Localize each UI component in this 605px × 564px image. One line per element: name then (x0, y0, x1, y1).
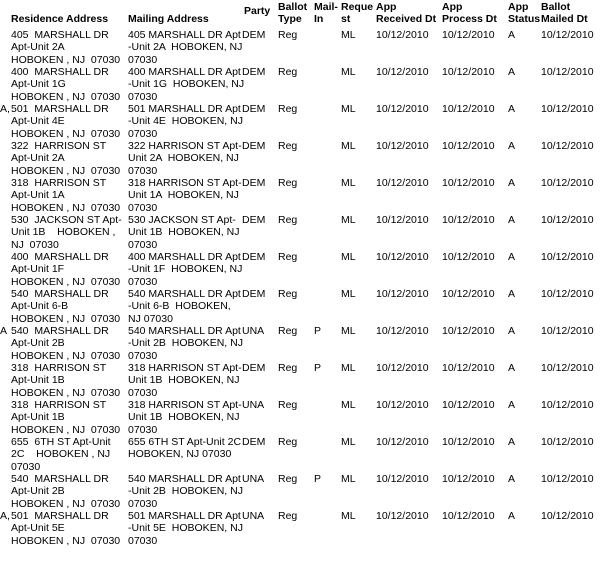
party-cell: UNA (242, 473, 265, 485)
header-party: Party (244, 5, 271, 17)
ballot-mailed-dt-cell: 10/12/2010 (541, 325, 594, 337)
app-process-dt-cell: 10/12/2010 (442, 362, 495, 374)
ballot-mailed-dt-cell: 10/12/2010 (541, 399, 594, 411)
party-cell: DEM (242, 288, 266, 300)
header-request: Reque st (341, 1, 374, 25)
request-cell: ML (341, 510, 356, 522)
app-process-dt-cell: 10/12/2010 (442, 325, 495, 337)
party-cell: DEM (242, 177, 266, 189)
app-status-cell: A (508, 436, 516, 448)
request-cell: ML (341, 288, 356, 300)
ballot-mailed-dt-cell: 10/12/2010 (541, 510, 594, 522)
party-cell: DEM (242, 103, 266, 115)
table-row (0, 177, 605, 214)
table-row (0, 362, 605, 399)
ballot-type-cell: Reg (278, 362, 298, 374)
app-process-dt-cell: 10/12/2010 (442, 66, 495, 78)
app-received-dt-cell: 10/12/2010 (376, 436, 429, 448)
party-cell: DEM (242, 66, 266, 78)
party-cell: DEM (242, 251, 266, 263)
header-ballot-mailed-dt: Ballot Mailed Dt (541, 1, 588, 25)
ballot-mailed-dt-cell: 10/12/2010 (541, 29, 594, 41)
app-status-cell: A (508, 177, 516, 189)
app-received-dt-cell: 10/12/2010 (376, 177, 429, 189)
ballot-type-cell: Reg (278, 140, 298, 152)
header-app-received-dt: App Received Dt (376, 1, 437, 25)
row-lead-mark: A, (0, 103, 10, 115)
ballot-mailed-dt-cell: 10/12/2010 (541, 140, 594, 152)
mailing-address-cell: 501 MARSHALL DR Apt -Unit 4E HOBOKEN, NJ 07030 (128, 103, 243, 140)
mailing-address-cell: 322 HARRISON ST Apt- Unit 2A HOBOKEN, NJ 07030 (128, 140, 242, 177)
party-cell: DEM (242, 362, 266, 374)
residence-address-cell: 322 HARRISON ST Apt-Unit 2A HOBOKEN , NJ 07030 (11, 140, 121, 177)
header-app-process-dt: App Process Dt (442, 1, 497, 25)
table-row (0, 251, 605, 288)
party-cell: DEM (242, 436, 266, 448)
residence-address-cell: 400 MARSHALL DR Apt-Unit 1F HOBOKEN , NJ 07030 (11, 251, 121, 288)
mailing-address-cell: 318 HARRISON ST Apt- Unit 1B HOBOKEN, NJ 07030 (128, 399, 242, 436)
app-received-dt-cell: 10/12/2010 (376, 473, 429, 485)
ballot-type-cell: Reg (278, 399, 298, 411)
table-row (0, 288, 605, 325)
table-row (0, 473, 605, 510)
header-mail-in: Mail- In (314, 1, 338, 25)
table-row (0, 436, 605, 473)
ballot-type-cell: Reg (278, 66, 298, 78)
request-cell: ML (341, 325, 356, 337)
request-cell: ML (341, 436, 356, 448)
row-lead-mark: A (0, 325, 8, 337)
mailing-address-cell: 400 MARSHALL DR Apt -Unit 1F HOBOKEN, NJ 07030 (128, 251, 243, 288)
request-cell: ML (341, 103, 356, 115)
ballot-mailed-dt-cell: 10/12/2010 (541, 436, 594, 448)
ballot-type-cell: Reg (278, 510, 298, 522)
mailing-address-cell: 540 MARSHALL DR Apt -Unit 6-B HOBOKEN, NJ 07030 (128, 288, 241, 325)
app-received-dt-cell: 10/12/2010 (376, 140, 429, 152)
app-process-dt-cell: 10/12/2010 (442, 436, 495, 448)
app-status-cell: A (508, 510, 516, 522)
app-status-cell: A (508, 140, 516, 152)
mailing-address-cell: 501 MARSHALL DR Apt -Unit 5E HOBOKEN, NJ 07030 (128, 510, 243, 547)
ballot-type-cell: Reg (278, 325, 298, 337)
app-status-cell: A (508, 103, 516, 115)
residence-address-cell: 540 MARSHALL DR Apt-Unit 2B HOBOKEN , NJ 07030 (11, 473, 121, 510)
mailing-address-cell: 540 MARSHALL DR Apt -Unit 2B HOBOKEN, NJ 07030 (128, 325, 243, 362)
residence-address-cell: 655 6TH ST Apt-Unit 2C HOBOKEN , NJ 07030 (11, 436, 111, 473)
app-process-dt-cell: 10/12/2010 (442, 399, 495, 411)
app-process-dt-cell: 10/12/2010 (442, 510, 495, 522)
ballot-mailed-dt-cell: 10/12/2010 (541, 214, 594, 226)
header-ballot-type: Ballot Type (278, 1, 308, 25)
ballot-mailed-dt-cell: 10/12/2010 (541, 177, 594, 189)
request-cell: ML (341, 177, 356, 189)
app-received-dt-cell: 10/12/2010 (376, 103, 429, 115)
app-process-dt-cell: 10/12/2010 (442, 29, 495, 41)
app-process-dt-cell: 10/12/2010 (442, 177, 495, 189)
app-received-dt-cell: 10/12/2010 (376, 510, 429, 522)
app-received-dt-cell: 10/12/2010 (376, 66, 429, 78)
party-cell: UNA (242, 399, 265, 411)
ballot-mailed-dt-cell: 10/12/2010 (541, 362, 594, 374)
header-residence-address: Residence Address (11, 13, 109, 25)
ballot-type-cell: Reg (278, 177, 298, 189)
ballot-type-cell: Reg (278, 251, 298, 263)
mailing-address-cell: 405 MARSHALL DR Apt -Unit 2A HOBOKEN, NJ 07030 (128, 29, 243, 66)
residence-address-cell: 318 HARRISON ST Apt-Unit 1B HOBOKEN , NJ 07030 (11, 399, 121, 436)
residence-address-cell: 501 MARSHALL DR Apt-Unit 5E HOBOKEN , NJ 07030 (11, 510, 121, 547)
request-cell: ML (341, 29, 356, 41)
app-status-cell: A (508, 29, 516, 41)
app-status-cell: A (508, 399, 516, 411)
app-received-dt-cell: 10/12/2010 (376, 29, 429, 41)
request-cell: ML (341, 214, 356, 226)
app-status-cell: A (508, 362, 516, 374)
mail-in-cell: P (314, 325, 322, 337)
table-row (0, 103, 605, 140)
app-status-cell: A (508, 214, 516, 226)
table-row (0, 214, 605, 251)
residence-address-cell: 405 MARSHALL DR Apt-Unit 2A HOBOKEN , NJ 07030 (11, 29, 121, 66)
app-process-dt-cell: 10/12/2010 (442, 103, 495, 115)
party-cell: UNA (242, 325, 265, 337)
ballot-mailed-dt-cell: 10/12/2010 (541, 288, 594, 300)
app-received-dt-cell: 10/12/2010 (376, 399, 429, 411)
residence-address-cell: 540 MARSHALL DR Apt-Unit 2B HOBOKEN , NJ 07030 (11, 325, 121, 362)
app-received-dt-cell: 10/12/2010 (376, 325, 429, 337)
residence-address-cell: 530 JACKSON ST Apt- Unit 1B HOBOKEN , NJ 07030 (11, 214, 122, 251)
party-cell: DEM (242, 214, 266, 226)
app-process-dt-cell: 10/12/2010 (442, 473, 495, 485)
mailing-address-cell: 400 MARSHALL DR Apt -Unit 1G HOBOKEN, NJ 07030 (128, 66, 245, 103)
ballot-type-cell: Reg (278, 436, 298, 448)
mailing-address-cell: 530 JACKSON ST Apt- Unit 1B HOBOKEN, NJ 07030 (128, 214, 240, 251)
ballot-mailed-dt-cell: 10/12/2010 (541, 473, 594, 485)
mailing-address-cell: 540 MARSHALL DR Apt -Unit 2B HOBOKEN, NJ 07030 (128, 473, 243, 510)
ballot-type-cell: Reg (278, 214, 298, 226)
party-cell: UNA (242, 510, 265, 522)
app-received-dt-cell: 10/12/2010 (376, 288, 429, 300)
request-cell: ML (341, 251, 356, 263)
request-cell: ML (341, 362, 356, 374)
request-cell: ML (341, 399, 356, 411)
residence-address-cell: 501 MARSHALL DR Apt-Unit 4E HOBOKEN , NJ 07030 (11, 103, 121, 140)
app-received-dt-cell: 10/12/2010 (376, 362, 429, 374)
app-status-cell: A (508, 288, 516, 300)
residence-address-cell: 400 MARSHALL DR Apt-Unit 1G HOBOKEN , NJ 07030 (11, 66, 121, 103)
table-row (0, 325, 605, 362)
app-status-cell: A (508, 251, 516, 263)
app-received-dt-cell: 10/12/2010 (376, 251, 429, 263)
header-mailing-address: Mailing Address (128, 13, 209, 25)
table-row (0, 399, 605, 436)
app-process-dt-cell: 10/12/2010 (442, 251, 495, 263)
app-process-dt-cell: 10/12/2010 (442, 140, 495, 152)
residence-address-cell: 318 HARRISON ST Apt-Unit 1A HOBOKEN , NJ 07030 (11, 177, 121, 214)
request-cell: ML (341, 473, 356, 485)
mailing-address-cell: 318 HARRISON ST Apt- Unit 1B HOBOKEN, NJ 07030 (128, 362, 242, 399)
app-status-cell: A (508, 66, 516, 78)
header-app-status: App Status (508, 1, 541, 25)
app-process-dt-cell: 10/12/2010 (442, 214, 495, 226)
ballot-type-cell: Reg (278, 473, 298, 485)
table-row (0, 66, 605, 103)
table-row (0, 510, 605, 547)
mailing-address-cell: 318 HARRISON ST Apt- Unit 1A HOBOKEN, NJ 07030 (128, 177, 242, 214)
row-lead-mark: A, (0, 510, 10, 522)
request-cell: ML (341, 140, 356, 152)
app-received-dt-cell: 10/12/2010 (376, 214, 429, 226)
party-cell: DEM (242, 140, 266, 152)
residence-address-cell: 540 MARSHALL DR Apt-Unit 6-B HOBOKEN , NJ 07030 (11, 288, 121, 325)
ballot-mailed-dt-cell: 10/12/2010 (541, 66, 594, 78)
party-cell: DEM (242, 29, 266, 41)
mailing-address-cell: 655 6TH ST Apt-Unit 2C HOBOKEN, NJ 07030 (128, 436, 242, 461)
mail-in-cell: P (314, 362, 322, 374)
table-row (0, 29, 605, 66)
residence-address-cell: 318 HARRISON ST Apt-Unit 1B HOBOKEN , NJ 07030 (11, 362, 121, 399)
ballot-mailed-dt-cell: 10/12/2010 (541, 251, 594, 263)
table-row (0, 140, 605, 177)
request-cell: ML (341, 66, 356, 78)
app-process-dt-cell: 10/12/2010 (442, 288, 495, 300)
mail-in-cell: P (314, 473, 322, 485)
ballot-type-cell: Reg (278, 103, 298, 115)
app-status-cell: A (508, 325, 516, 337)
ballot-mailed-dt-cell: 10/12/2010 (541, 103, 594, 115)
app-status-cell: A (508, 473, 516, 485)
ballot-type-cell: Reg (278, 288, 298, 300)
ballot-type-cell: Reg (278, 29, 298, 41)
